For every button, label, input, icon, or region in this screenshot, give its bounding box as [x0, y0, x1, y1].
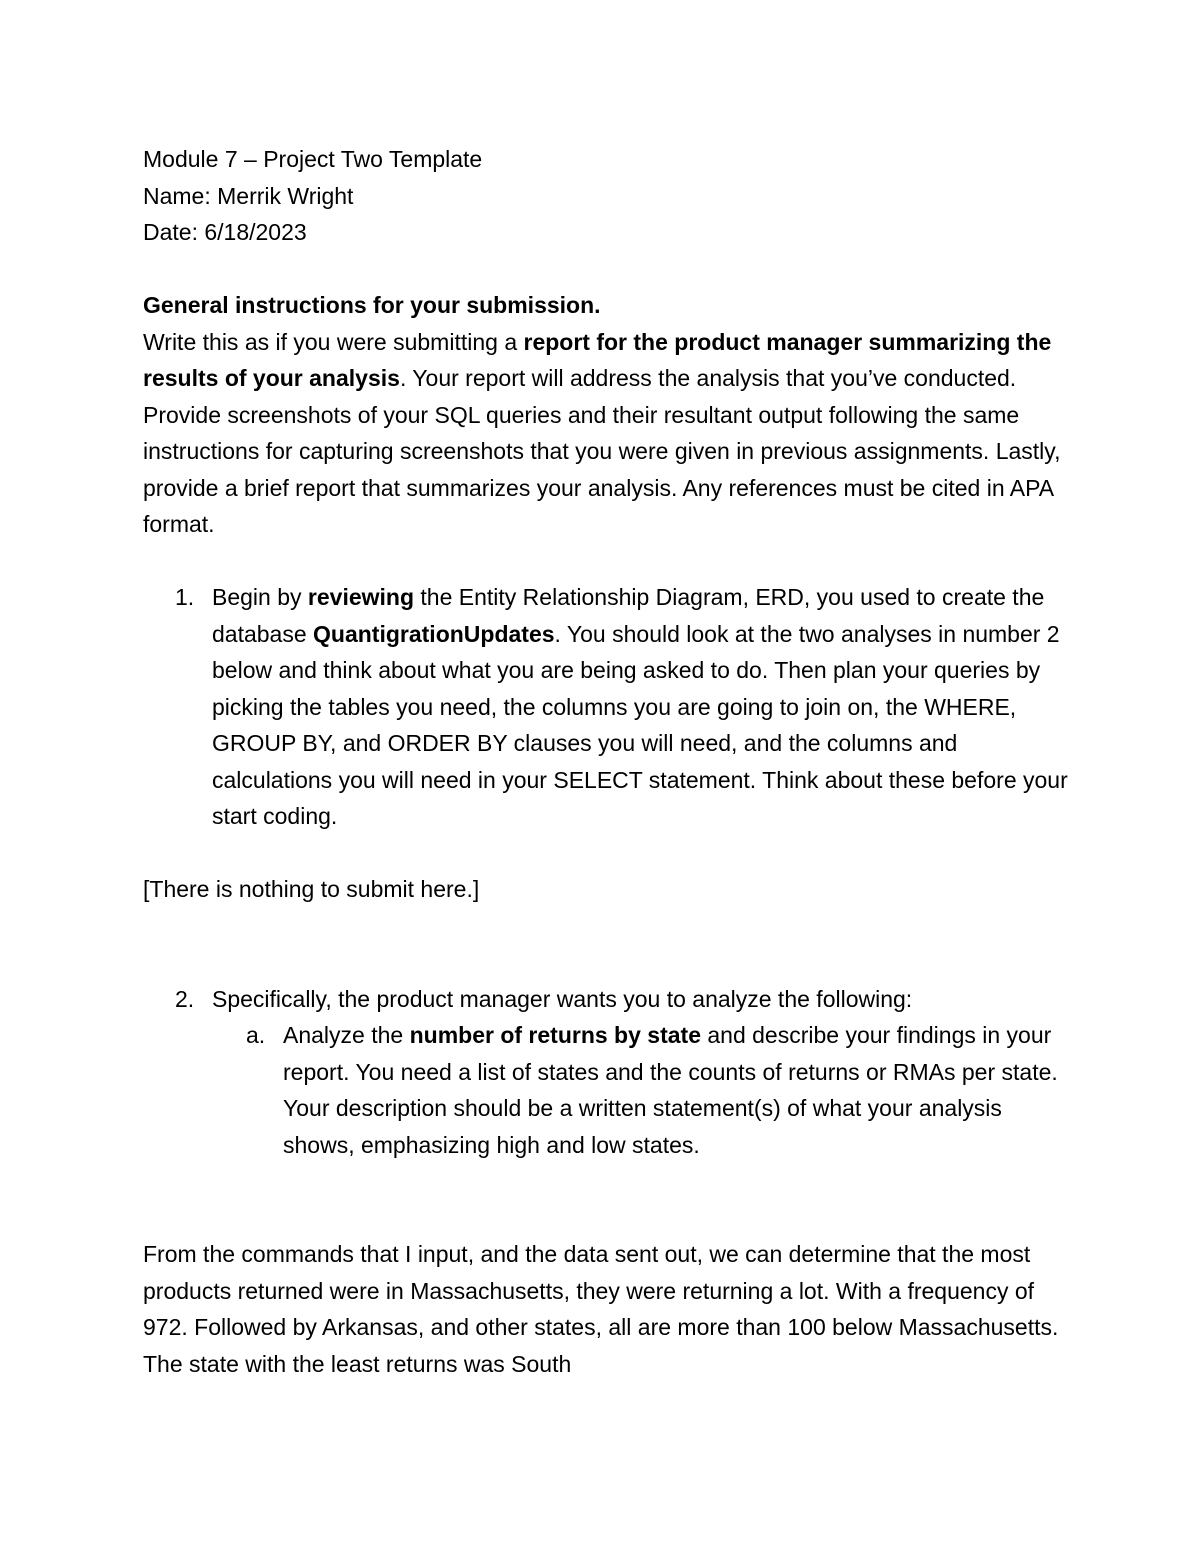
- spacer: [143, 1163, 1073, 1236]
- general-instructions-heading: General instructions for your submission.: [143, 292, 601, 318]
- spacer: [143, 543, 1073, 580]
- spacer: [143, 908, 1073, 981]
- sub-list-item-a: [143, 1017, 1073, 1163]
- list-item-2-text: Specifically, the product manager wants you to analyze the following:: [212, 985, 913, 1012]
- sub-list-marker: a.: [246, 1022, 266, 1048]
- document-date: Date: 6/18/2023: [143, 219, 307, 245]
- spacer: [143, 835, 1073, 872]
- list-item-1-text: Begin by reviewing the Entity Relationship Diagram, ERD, you used to create the database QuantigrationUpdates. You should look at the two analyses in number 2 below and think about what you are being asked to do. Then plan your queries by picking the tables you need, the columns you are going to join on, the WHERE, GROUP BY, and ORDER BY clauses you will need, and the columns and calculations you will need in your SELECT statement. Think about these before your start coding.: [212, 584, 1068, 829]
- analysis-answer: From the commands that I input, and the data sent out, we can determine that the most products returned were in Massachusetts, they were returning a lot. With a frequency of 972. Followed by Arkansas, and other states, all are more than 100 below Massachusetts. The state with the least returns was South: [143, 1241, 1059, 1377]
- sub-list-item-a-text: Analyze the number of returns by state and describe your findings in your report. You need a list of states and the counts of returns or RMAs per state. Your description should be a written statement(s) of what your analysis shows, emphasizing high and low states.: [283, 1022, 1058, 1158]
- list-item-2: [143, 981, 1073, 1018]
- document-title: Module 7 – Project Two Template: [143, 146, 483, 172]
- author-name: Name: Merrik Wright: [143, 182, 354, 209]
- spacer: [143, 251, 1073, 288]
- general-instructions-text: Write this as if you were submitting a report for the product manager summarizing the results of your analysis. Your report will address the analysis that you’ve conducted. Provide screenshots of your SQL queries and their resultant output following the same instructions for capturing screenshots that you were given in previous assignments. Lastly, provide a brief report that summarizes your analysis. Any references must be cited in APA format.: [143, 328, 1061, 537]
- list-marker: 2.: [175, 985, 195, 1012]
- list-marker: 1.: [175, 584, 195, 610]
- nothing-to-submit-note: [There is nothing to submit here.]: [143, 876, 480, 902]
- list-item-1: [143, 579, 1073, 835]
- document-body: [143, 141, 1073, 1382]
